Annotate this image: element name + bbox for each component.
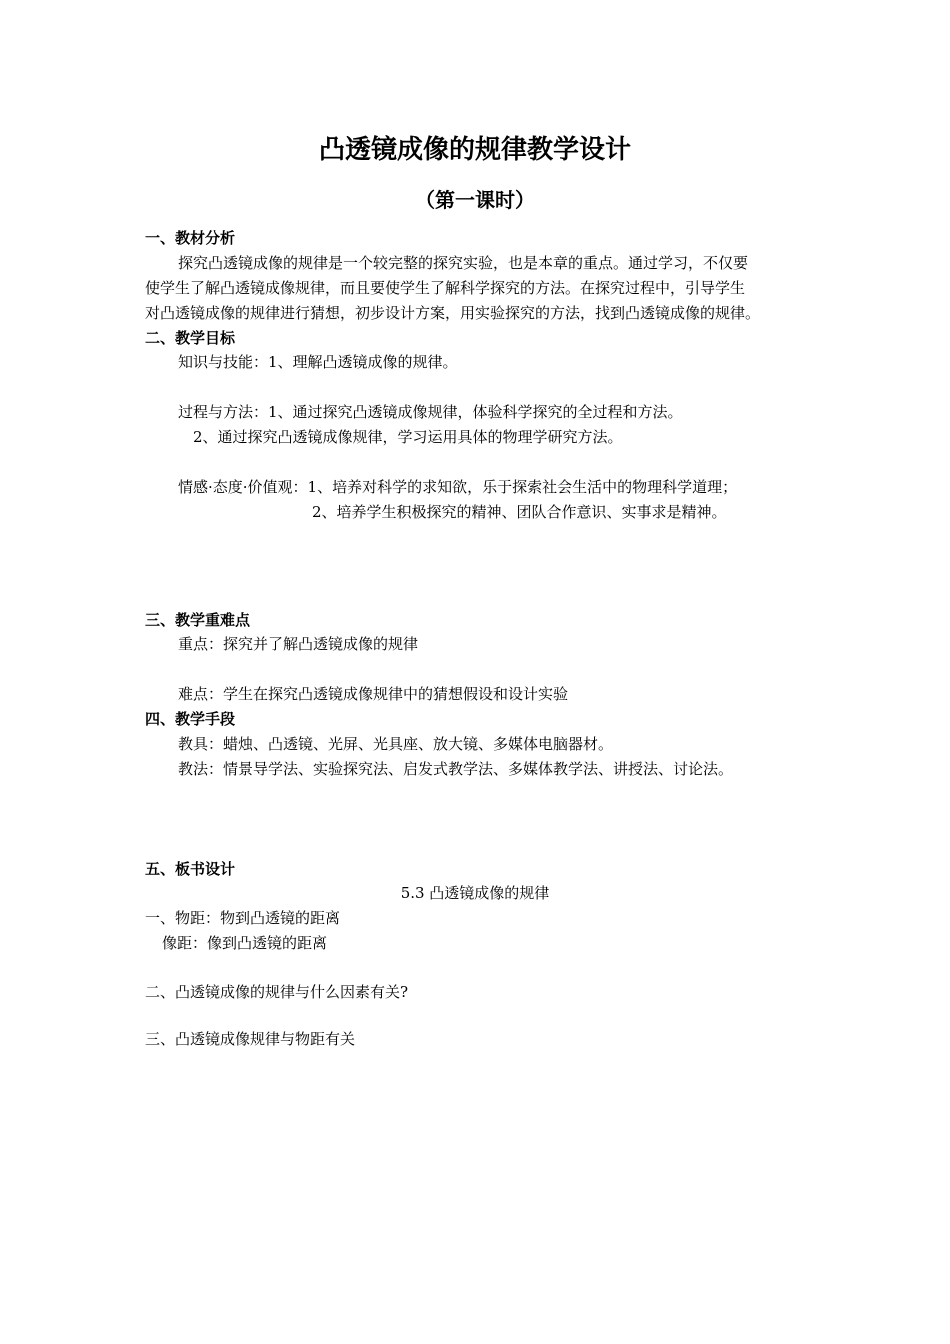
teaching-methods: 教法：情景导学法、实验探究法、启发式教学法、多媒体教学法、讲授法、讨论法。 [178,760,734,778]
board-line-2: 像距：像到凸透镜的距离 [162,934,328,952]
analysis-line-2: 使学生了解凸透镜成像规律，而且要使学生了解科学探究的方法。在探究过程中，引导学生 [145,279,746,297]
section-heading-key-points: 三、教学重难点 [145,611,251,629]
section-heading-board: 五、板书设计 [145,860,236,878]
board-line-3: 二、凸透镜成像的规律与什么因素有关? [145,983,409,1001]
board-line-1: 一、物距：物到凸透镜的距离 [145,909,341,927]
analysis-line-3: 对凸透镜成像的规律进行猜想，初步设计方案，用实验探究的方法，找到凸透镜成像的规律。 [145,304,761,322]
difficult-point: 难点：学生在探究凸透镜成像规律中的猜想假设和设计实验 [178,685,569,703]
teaching-tools: 教具：蜡烛、凸透镜、光屏、光具座、放大镜、多媒体电脑器材。 [178,735,614,753]
objective-knowledge: 知识与技能：1、理解凸透镜成像的规律。 [178,353,458,371]
document-subtitle: （第一课时） [415,188,535,212]
section-heading-objectives: 二、教学目标 [145,329,236,347]
document-title: 凸透镜成像的规律教学设计 [318,135,631,165]
key-point: 重点：探究并了解凸透镜成像的规律 [178,635,419,653]
objective-process-1: 过程与方法：1、通过探究凸透镜成像规律，体验科学探究的全过程和方法。 [178,403,683,421]
board-line-4: 三、凸透镜成像规律与物距有关 [145,1030,356,1048]
section-heading-analysis: 一、教材分析 [145,229,236,247]
objective-process-2: 2、通过探究凸透镜成像规律，学习运用具体的物理学研究方法。 [193,428,623,446]
objective-emotion-2: 2、培养学生积极探究的精神、团队合作意识、实事求是精神。 [312,503,727,521]
section-heading-means: 四、教学手段 [145,710,236,728]
objective-emotion-1: 情感·态度·价值观：1、培养对科学的求知欲，乐于探索社会生活中的物理科学道理； [178,478,738,496]
analysis-line-1: 探究凸透镜成像的规律是一个较完整的探究实验，也是本章的重点。通过学习，不仅要 [178,254,749,272]
board-title: 5.3 凸透镜成像的规律 [400,884,550,902]
